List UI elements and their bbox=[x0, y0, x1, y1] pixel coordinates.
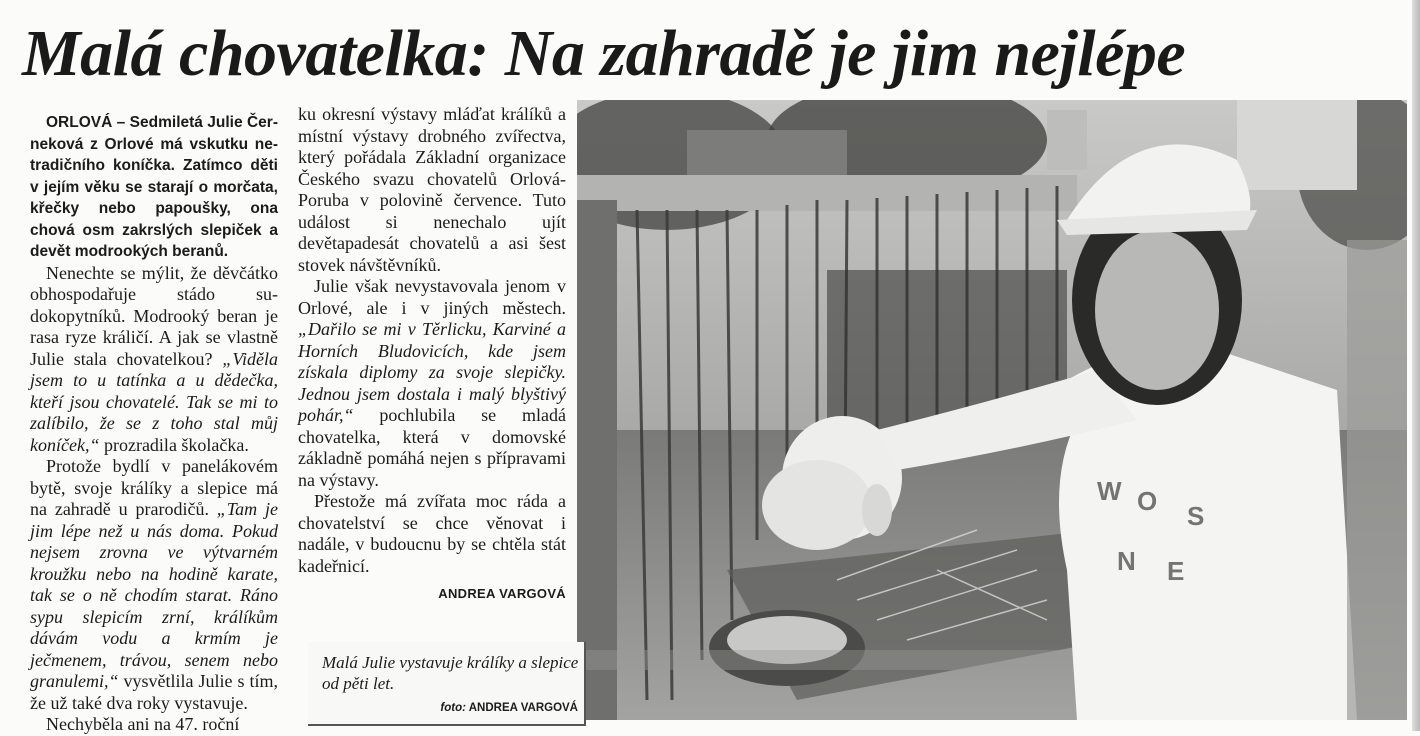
article-paragraph-2: Protože bydlí v panelákovém bytě, svoje králíky a slepice má na zahradě u prarodičů. „Tam je jim lépe než u nás doma. Pokud nejsem zrovna ve výtvarném kroužku nebo na hodině karate, tak se o ně chodím starat. Ráno sypu slepicím zrní, králíkům dávám vodu a krmím je ječmenem, trávou, senem nebo granulemi,“ vysvětlila Julie s tím, že už také dva roky vystavuje. bbox=[30, 456, 278, 713]
article-paragraph-5: Přestože má zvířata moc ráda a chovatelství se chce věnovat i nadále, v budoucnu by se chtěla stát kadeřnicí. bbox=[298, 491, 566, 576]
photo-caption bbox=[308, 642, 586, 726]
author-byline: ANDREA VARGOVÁ bbox=[438, 586, 566, 601]
caption-text: Malá Julie vystavuje králíky a slepice od pěti let. bbox=[322, 653, 579, 693]
photo-illustration bbox=[577, 100, 1407, 720]
svg-text:N: N bbox=[1117, 546, 1136, 576]
article-paragraph-1: Nenechte se mýlit, že děvčátko obhospodařuje stádo sudokopytníků. Modrooký beran je rasa ryze králičí. A jak se vlastně Julie stala chovatelkou? „Viděla jsem to u tatínka a u dědečka, kteří jsou chovatelé. Tak se mi to zalíbilo, že se z toho stal můj koníček,“ prozradila školačka. bbox=[30, 262, 278, 455]
article-paragraph-3-start: Nechyběla ani na 47. roční bbox=[46, 714, 240, 734]
headline: Malá chovatelka: Na zahradě je jim nejlépe bbox=[22, 17, 1186, 90]
svg-text:W: W bbox=[1097, 476, 1122, 506]
article-column-2 bbox=[298, 104, 566, 605]
girl-with-rabbit-photo bbox=[577, 100, 1407, 720]
scan-edge bbox=[1412, 0, 1420, 731]
quote: „Viděla jsem to u tatínka a u dědečka, kteří jsou chovatelé. Tak se mi to zalíbilo, že se z toho stal můj koníček,“ bbox=[30, 348, 278, 455]
svg-text:O: O bbox=[1137, 486, 1158, 516]
svg-text:S: S bbox=[1187, 501, 1205, 531]
quote: „Dařilo se mi v Těrlicku, Karviné a Horních Bludovicích, kde jsem získala diplomy za svoje slepičky. Jednou jsem dostala i malý blyštivý pohár,“ bbox=[298, 319, 566, 425]
quote: „Tam je jim lépe než u nás doma. Pokud nejsem zrovna ve výtvarném kroužku nebo na hodině karate, tak se o ně chodím starat. Ráno sypu slepicím zrní, králíkům dávám vodu a krmím je ječmenem, trávou, senem nebo granulemi,“ bbox=[30, 499, 278, 691]
svg-text:E: E bbox=[1167, 556, 1185, 586]
photo-credit: foto: ANDREA VARGOVÁ bbox=[440, 702, 578, 714]
article-lead: ORLOVÁ – Sedmiletá Julie Černeková z Orlové má vskutku netradičního koníčka. Zatímco děti v jejím věku se starají o morčata, křečky nebo papoušky, ona chová osm zakrslých slepiček a devět modrookých beranů. bbox=[30, 114, 278, 260]
article-column-1 bbox=[30, 112, 278, 736]
article-paragraph-4: Julie však nevystavovala jenom v Orlové, ale i v jiných městech. „Dařilo se mi v Těrlicku, Karviné a Horních Bludovicích, kde jsem získala diplomy za svoje slepičky. Jednou jsem dostala i malý blyštivý pohár,“ pochlubila se mladá chovatelka, která v domovské základně pomáhá nejen s přípravami na výstavy. bbox=[298, 276, 566, 490]
article-paragraph-3-cont: ku okresní výstavy mláďat králíků a místní výstavy drobného zvířectva, který pořádala Základní organizace Českého svazu chovatelů Orlová-Poruba v polovině července. Tuto událost si nenechalo ujít devětapadesát chovatelů a asi šest stovek návštěvníků. bbox=[298, 104, 566, 275]
